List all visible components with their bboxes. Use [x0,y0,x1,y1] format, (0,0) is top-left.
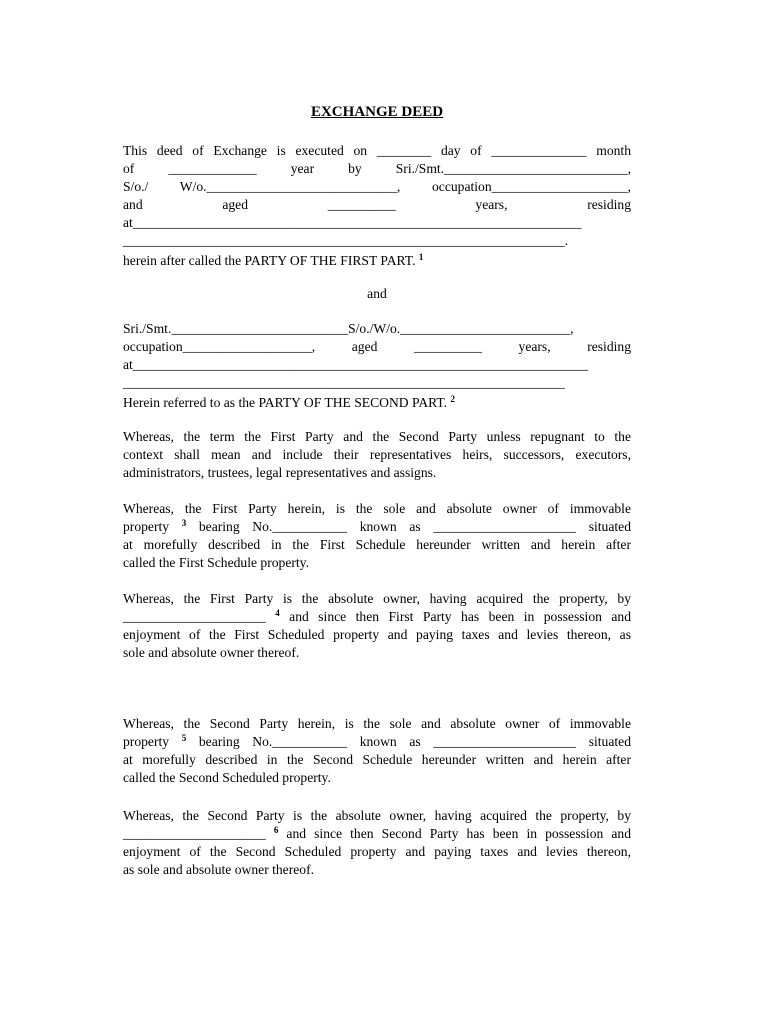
text-line: Whereas, the First Party is the absolute owner, having acquired the property, by [123,591,631,606]
whereas-definitions-paragraph [123,428,631,482]
text-line: sole and absolute owner thereof. [123,645,300,660]
text-line: enjoyment of the First Scheduled property and paying taxes and levies thereon, as [123,627,631,642]
text-line [123,733,631,751]
whereas-second-acquired-paragraph [123,807,631,879]
text-line: administrators, trustees, legal representatives and assigns. [123,465,437,480]
footnote-marker: 3 [181,518,187,528]
text-line: at__________________________________________________________________ [123,215,582,230]
and-separator [123,285,631,303]
text-segment: bearing No.___________ known as _____________________ situated [198,734,631,749]
closing-text: Herein referred to as the PARTY OF THE SECOND PART. [123,395,448,410]
first-party-closing [123,252,631,270]
text-segment: bearing No.___________ known as _____________________ situated [198,519,631,534]
second-party-closing [123,394,631,412]
text-line: _________________________________________________________________ [123,375,565,390]
footnote-marker: 5 [181,733,187,743]
whereas-first-acquired-paragraph [123,590,631,662]
footnote-marker: 1 [418,252,424,262]
footnote-marker: 2 [450,394,455,404]
text-line: called the Second Scheduled property. [123,770,331,785]
text-segment: and since then Second Party has been in possession and [286,826,631,841]
and-text: and [367,286,387,301]
text-line: at___________________________________________________________________ [123,357,589,372]
text-segment: property [123,734,170,749]
text-line: Whereas, the First Party herein, is the sole and absolute owner of immovable [123,501,631,516]
text-line: enjoyment of the Second Scheduled property and paying taxes and levies thereon, [123,844,631,859]
text-line [123,825,631,843]
text-line: Whereas, the Second Party herein, is the sole and absolute owner of immovable [123,716,631,731]
text-segment: _____________________ [123,609,266,624]
text-line: _________________________________________________________________. [123,233,569,248]
text-segment: property [123,519,170,534]
closing-text: herein after called the PARTY OF THE FIRST PART. [123,253,416,268]
footnote-marker: 6 [273,825,279,835]
page-title: EXCHANGE DEED [310,104,444,120]
text-line: context shall mean and include their representatives heirs, successors, executors, [123,447,631,462]
text-segment: _____________________ [123,826,266,841]
second-party-block [123,320,631,412]
text-line: at morefully described in the First Schedule hereunder written and herein after [123,537,631,552]
text-line: This deed of Exchange is executed on ________ day of ______________ month [123,143,631,158]
text-line: as sole and absolute owner thereof. [123,862,315,877]
text-line: called the First Schedule property. [123,555,309,570]
whereas-first-owner-paragraph [123,500,631,572]
text-line [123,518,631,536]
text-line: occupation___________________, aged __________ years, residing [123,339,631,354]
text-line [123,608,631,626]
text-line: Whereas, the term the First Party and the Second Party unless repugnant to the [123,429,631,444]
text-line: at morefully described in the Second Schedule hereunder written and herein after [123,752,631,767]
text-line: of _____________ year by Sri./Smt.___________________________, [123,161,631,176]
whereas-second-owner-paragraph [123,715,631,787]
footnote-marker: 4 [275,608,280,618]
text-line: S/o./ W/o.____________________________, occupation____________________, [123,179,631,194]
text-line: Whereas, the Second Party is the absolute owner, having acquired the property, by [123,808,631,823]
text-line: Sri./Smt.__________________________S/o./W/o._________________________, [123,321,574,336]
first-party-block [123,142,631,270]
text-segment: and since then First Party has been in possession and [289,609,631,624]
text-line: and aged __________ years, residing [123,197,631,212]
